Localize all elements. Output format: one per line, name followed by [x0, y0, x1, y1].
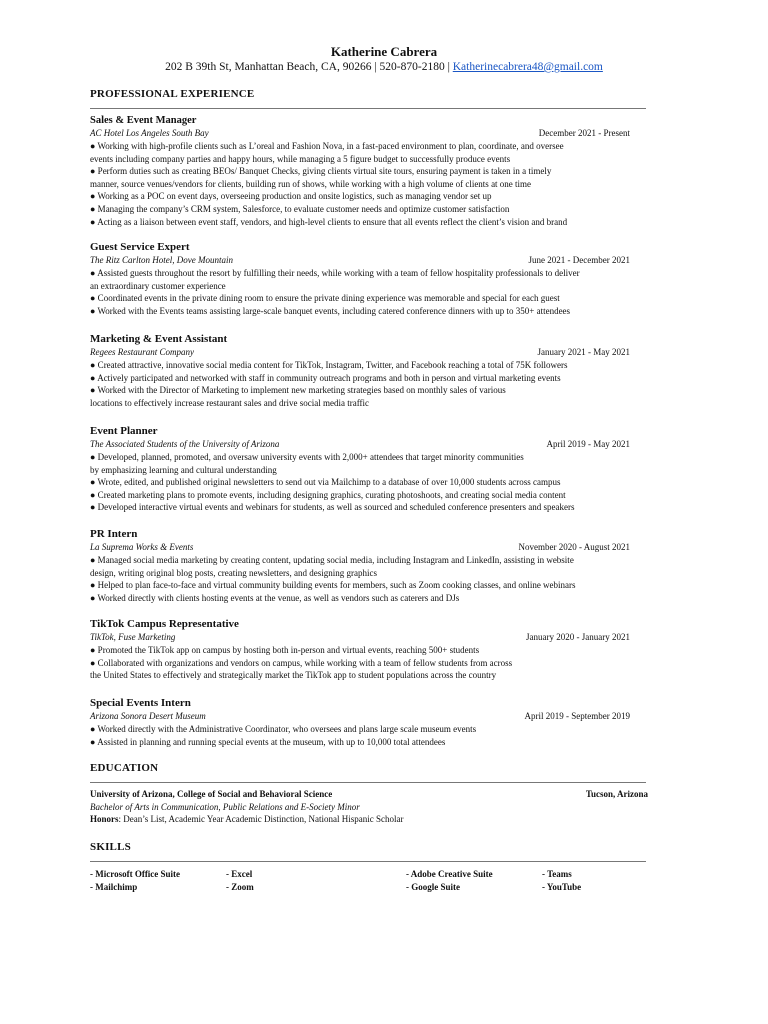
job-entry: [90, 425, 646, 514]
skills-column: [90, 868, 180, 894]
job-title: Event Planner: [90, 425, 158, 437]
job-meta: [90, 710, 646, 723]
job-meta: [90, 254, 646, 267]
bullet-line: ● Developed interactive virtual events and webinars for students, as well as sourced and scheduled conference presenters and speakers: [90, 502, 575, 513]
bullet-line: ● Assisted in planning and running special events at the museum, with up to 10,000 total attendees: [90, 736, 446, 747]
bullet-line: ● Developed, planned, promoted, and oversaw university events with 2,000+ attendees that target minority communities: [90, 452, 524, 462]
resume-header: [0, 44, 768, 75]
job-company: The Associated Students of the University of Arizona: [90, 439, 280, 449]
bullet-line: ● Created marketing plans to promote events, including designing graphics, curating photoshoots, and creating social media content: [90, 489, 566, 500]
skills-column: [406, 868, 493, 894]
job-company: Arizona Sonora Desert Museum: [90, 711, 206, 721]
education-divider: [90, 782, 646, 783]
skills-column: [226, 868, 254, 894]
bullet-line: events including company parties and happy hours, while managing a 5 figure budget to successfully produce events: [90, 153, 511, 164]
job-title: PR Intern: [90, 528, 138, 540]
job-bullets: [90, 140, 646, 228]
skill-item: - Adobe Creative Suite: [406, 869, 493, 879]
email-link[interactable]: Katherinecabrera48@gmail.com: [452, 61, 603, 73]
job-title: Sales & Event Manager: [90, 115, 197, 126]
bullet-line: ● Wrote, edited, and published original newsletters to send out via Mailchimp to a database of over 10,000 students across campus: [90, 477, 561, 488]
job-company: La Suprema Works & Events: [90, 542, 194, 552]
job-entry: [90, 241, 646, 317]
bullet-line: ● Collaborated with organizations and vendors on campus, while working with a team of fellow students from across: [90, 657, 513, 668]
bullet-line: locations to effectively increase restaurant sales and drive social media traffic: [90, 397, 370, 408]
job-dates: December 2021 - Present: [538, 128, 630, 138]
job-entry: [90, 333, 646, 409]
bullet-line: ● Worked with the Events teams assisting large-scale banquet events, including catered conference dinners with up to 350+ attendees: [90, 305, 571, 316]
skill-item: - Google Suite: [406, 882, 460, 892]
job-entry: [90, 697, 646, 748]
bullet-line: ● Worked with the Director of Marketing to implement new marketing strategies based on monthly sales of various: [90, 385, 506, 396]
bullet-line: ● Worked directly with clients hosting events at the venue, as well as vendors such as caterers and DJs: [90, 592, 460, 603]
job-company: Regees Restaurant Company: [90, 347, 194, 357]
skill-item: - Microsoft Office Suite: [90, 869, 181, 879]
education-heading: EDUCATION: [90, 762, 159, 774]
bullet-line: ● Working with high-profile clients such as L’oreal and Fashion Nova, in a fast-paced environment to plan, coordinate, and oversee: [90, 141, 564, 151]
job-meta: [90, 631, 646, 644]
job-bullets: [90, 554, 646, 604]
job-meta: [90, 127, 646, 140]
phone: 520-870-2180 |: [379, 61, 450, 73]
bullet-line: ● Assisted guests throughout the resort by fulfilling their needs, while working with a team of fellow hospitality professionals to deliver: [90, 268, 580, 278]
job-dates: April 2019 - May 2021: [546, 439, 630, 449]
job-company: TikTok, Fuse Marketing: [90, 632, 176, 642]
job-company: The Ritz Carlton Hotel, Dove Mountain: [90, 255, 233, 265]
bullet-line: ● Actively participated and networked with staff in community outreach programs and both in person and virtual marketing events: [90, 372, 561, 383]
job-bullets: [90, 723, 646, 748]
bullet-line: the United States to effectively and strategically market the TikTok app to student populations across the country: [90, 670, 497, 681]
job-bullets: [90, 267, 646, 317]
job-title: Guest Service Expert: [90, 241, 190, 253]
job-bullets: [90, 644, 646, 682]
bullet-line: ● Coordinated events in the private dining room to ensure the private dining experience was memorable and special for each guest: [90, 293, 560, 304]
education-location: Tucson, Arizona: [585, 789, 648, 799]
job-dates: June 2021 - December 2021: [528, 255, 630, 265]
job-meta: [90, 541, 646, 554]
skill-item: - Mailchimp: [90, 882, 138, 892]
job-dates: January 2021 - May 2021: [537, 347, 630, 357]
bullet-line: an extraordinary customer experience: [90, 280, 226, 291]
bullet-line: ● Promoted the TikTok app on campus by hosting both in-person and virtual events, reaching 500+ students: [90, 645, 480, 655]
bullet-line: ● Worked directly with the Administrative Coordinator, who oversees and plans large scale museum events: [90, 724, 477, 734]
experience-divider: [90, 108, 646, 109]
job-dates: January 2020 - January 2021: [526, 632, 630, 642]
skill-item: - Teams: [542, 869, 572, 879]
job-bullets: [90, 451, 646, 514]
candidate-name: Katherine Cabrera: [330, 44, 438, 59]
job-dates: April 2019 - September 2019: [524, 711, 630, 721]
bullet-line: by emphasizing learning and cultural understanding: [90, 464, 277, 475]
job-bullets: [90, 359, 646, 409]
job-entry: [90, 618, 646, 682]
job-entry: [90, 114, 646, 228]
contact-line: [0, 60, 768, 75]
job-entry: [90, 528, 646, 604]
job-dates: November 2020 - August 2021: [518, 542, 630, 552]
job-meta: [90, 438, 646, 451]
honors-label: Honors: [90, 814, 119, 824]
job-title: Marketing & Event Assistant: [90, 333, 228, 345]
bullet-line: design, writing original blog posts, creating newsletters, and designing graphics: [90, 567, 377, 578]
bullet-line: ● Helped to plan face-to-face and virtual community building events for members, such as Zoom cooking classes, and online webinars: [90, 580, 576, 591]
bullet-line: ● Perform duties such as creating BEOs/ Banquet Checks, giving clients virtual site tours, ensuring payment is taken in a timely: [90, 166, 552, 177]
skill-item: - YouTube: [542, 882, 582, 892]
skills-column: [542, 868, 581, 894]
bullet-line: ● Managed social media marketing by creating content, updating social media, including Instagram and LinkedIn, assisting in website: [90, 555, 574, 565]
address: 202 B 39th St, Manhattan Beach, CA, 90266 |: [165, 61, 377, 73]
education-school: University of Arizona, College of Social and Behavioral Science: [90, 789, 333, 799]
job-company: AC Hotel Los Angeles South Bay: [90, 128, 209, 138]
job-title: Special Events Intern: [90, 697, 191, 709]
bullet-line: ● Created attractive, innovative social media content for TikTok, Instagram, Twitter, and Facebook reaching a total of 75K followers: [90, 360, 568, 370]
education-degree: Bachelor of Arts in Communication, Public Relations and E-Society Minor: [90, 801, 360, 812]
education-honors: [90, 813, 648, 826]
job-title: TikTok Campus Representative: [90, 618, 239, 630]
bullet-line: manner, source venues/vendors for clients, building run of shows, while working with a high volume of clients at one time: [90, 178, 532, 189]
experience-heading: PROFESSIONAL EXPERIENCE: [90, 88, 255, 100]
bullet-line: ● Managing the company’s CRM system, Salesforce, to evaluate customer needs and optimize customer satisfaction: [90, 203, 510, 214]
job-meta: [90, 346, 646, 359]
honors-text: : Dean’s List, Academic Year Academic Distinction, National Hispanic Scholar: [118, 814, 404, 824]
education-entry: [90, 788, 648, 826]
skill-item: - Zoom: [226, 882, 254, 892]
skills-heading: SKILLS: [90, 841, 131, 853]
skill-item: - Excel: [226, 869, 253, 879]
skills-divider: [90, 861, 646, 862]
bullet-line: ● Working as a POC on event days, overseeing production and onsite logistics, such as managing vendor set up: [90, 191, 492, 202]
bullet-line: ● Acting as a liaison between event staff, vendors, and high-level clients to ensure that all events reflect the client’s vision and brand: [90, 216, 568, 227]
